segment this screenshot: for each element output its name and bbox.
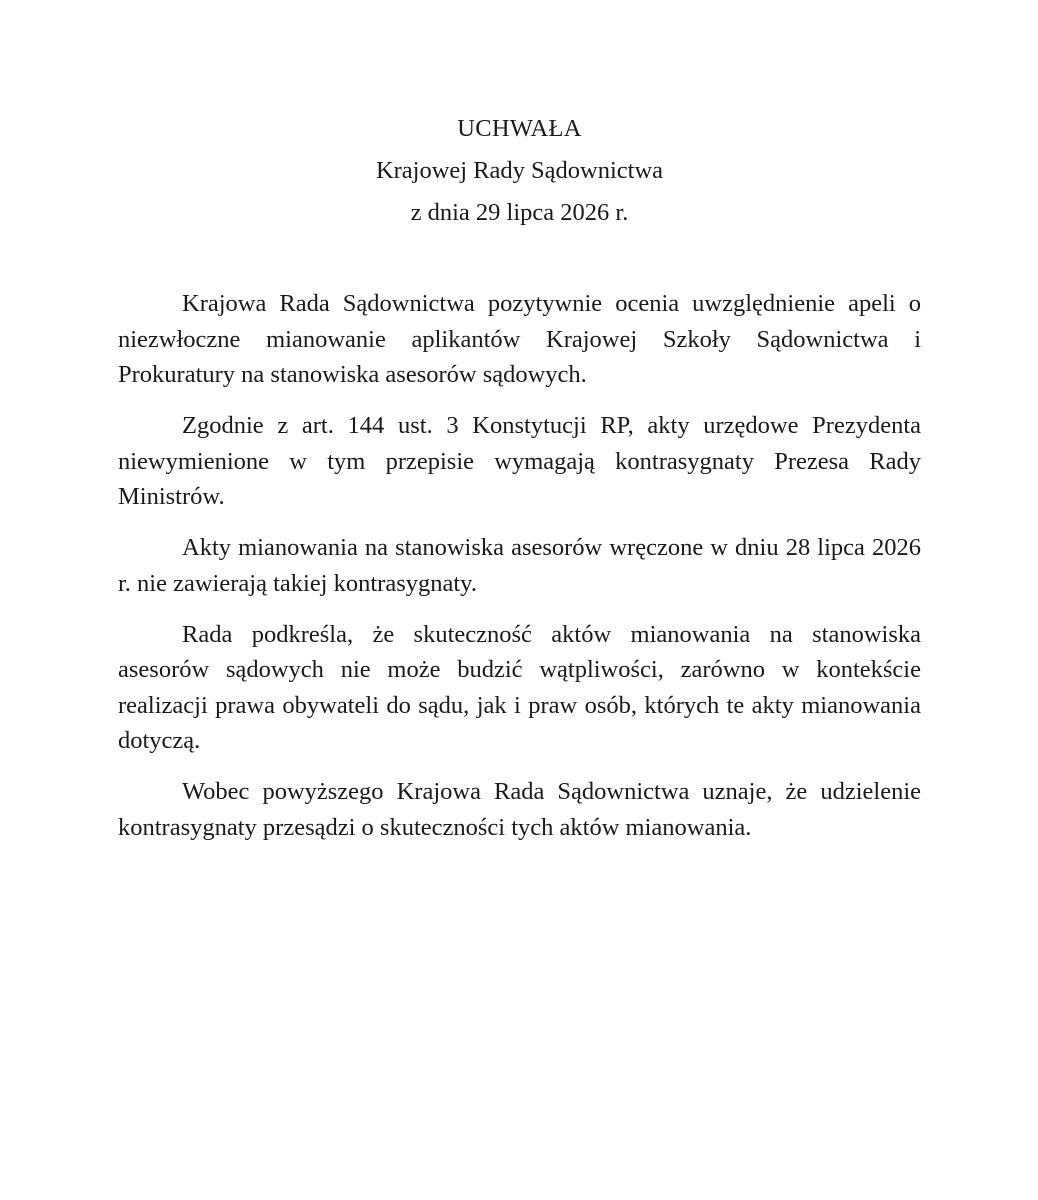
paragraph: Krajowa Rada Sądownictwa pozytywnie ocenia uwzględnienie apeli o niezwłoczne mianowanie aplikantów Krajowej Szkoły Sądownictwa i Prokuratury na stanowiska asesorów sądowych. [118,290,921,388]
document-issuer: Krajowej Rady Sądownictwa [375,157,664,184]
paragraph: Rada podkreśla, że skuteczność aktów mianowania na stanowiska asesorów sądowych nie może budzić wątpliwości, zarówno w kontekście realizacji prawa obywateli do sądu, jak i praw osób, których te akty mianowania dotyczą. [118,620,921,754]
document-date: z dnia 29 lipca 2026 r. [410,199,629,226]
paragraph: Zgodnie z art. 144 ust. 3 Konstytucji RP, akty urzędowe Prezydenta niewymienione w tym przepisie wymagają kontrasygnaty Prezesa Rady Ministrów. [118,412,921,510]
document-page [118,112,921,861]
paragraph: Wobec powyższego Krajowa Rada Sądownictwa uznaje, że udzielenie kontrasygnaty przesądzi o skuteczności tych aktów mianowania. [118,778,921,841]
paragraph: Akty mianowania na stanowiska asesorów wręczone w dniu 28 lipca 2026 r. nie zawierają takiej kontrasygnaty. [118,534,921,597]
document-header [118,112,921,230]
document-body [118,286,921,845]
document-title: UCHWAŁA [457,115,582,142]
